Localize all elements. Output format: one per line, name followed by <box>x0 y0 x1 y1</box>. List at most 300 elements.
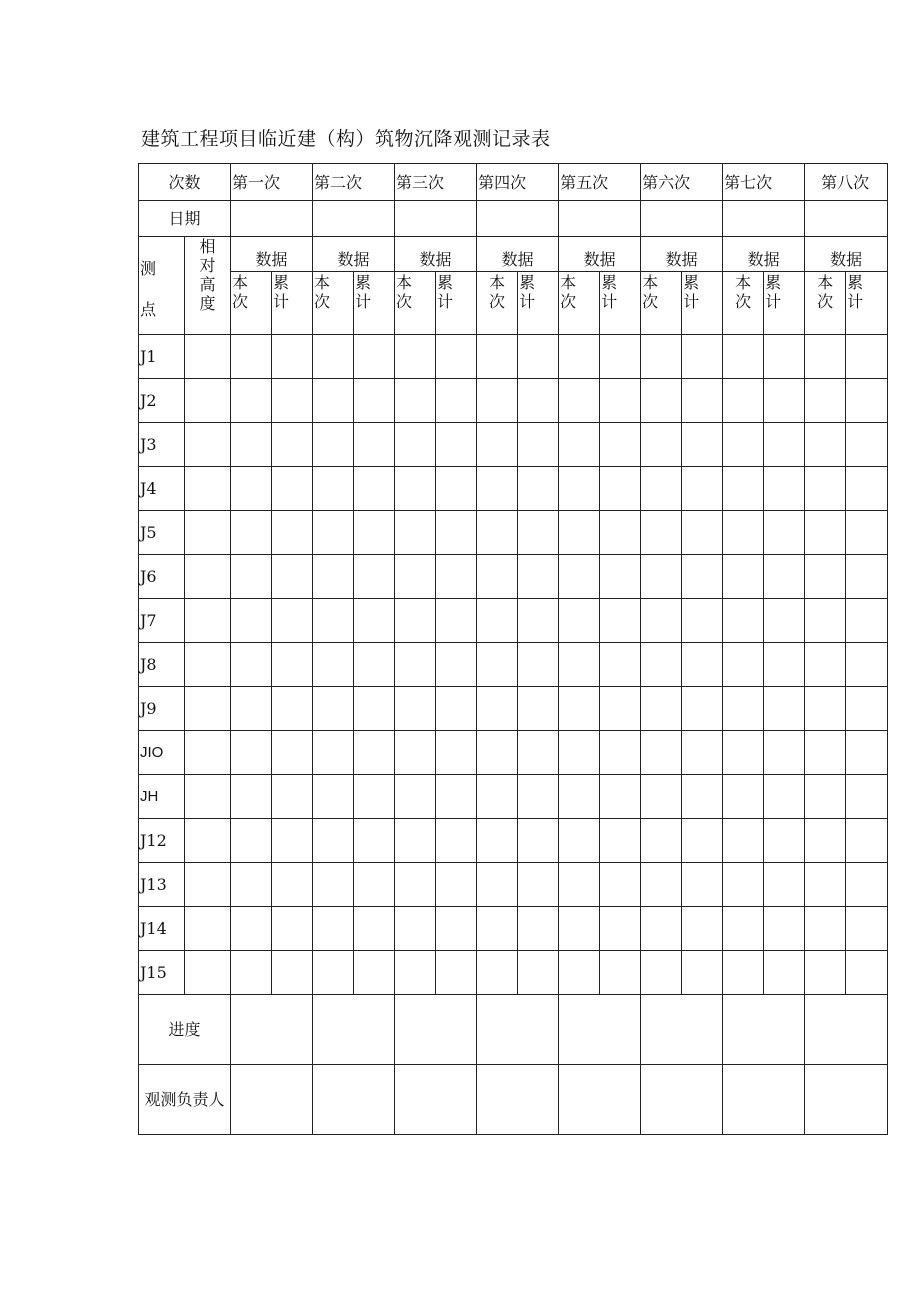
cumulative-input-cell[interactable] <box>272 731 313 775</box>
cumulative-header-cell <box>272 272 313 335</box>
this-time-input-cell[interactable] <box>231 907 272 951</box>
this-time-input-cell[interactable] <box>723 511 764 555</box>
this-time-input-cell[interactable] <box>231 643 272 687</box>
observer-input-cell[interactable] <box>559 1065 641 1135</box>
this-time-label-line: 本 <box>817 273 834 292</box>
cumulative-input-cell[interactable] <box>354 555 395 599</box>
this-time-input-cell[interactable] <box>231 555 272 599</box>
this-time-input-cell[interactable] <box>477 687 518 731</box>
this-time-input-cell[interactable] <box>313 555 354 599</box>
progress-input-cell[interactable] <box>641 995 723 1065</box>
this-time-input-cell[interactable] <box>641 775 682 819</box>
cumulative-input-cell[interactable] <box>764 335 805 379</box>
cumulative-input-cell[interactable] <box>272 599 313 643</box>
this-time-input-cell[interactable] <box>805 863 846 907</box>
cumulative-input-cell[interactable] <box>518 423 559 467</box>
cumulative-input-cell[interactable] <box>354 423 395 467</box>
this-time-input-cell[interactable] <box>231 467 272 511</box>
this-time-input-cell[interactable] <box>641 731 682 775</box>
data-header-cell: 数据 <box>723 237 805 272</box>
round-header-cell: 第七次 <box>723 164 805 201</box>
observer-input-cell[interactable] <box>641 1065 723 1135</box>
cumulative-input-cell[interactable] <box>518 511 559 555</box>
cumulative-input-cell[interactable] <box>600 775 641 819</box>
this-time-input-cell[interactable] <box>805 467 846 511</box>
this-time-input-cell[interactable] <box>477 423 518 467</box>
this-time-input-cell[interactable] <box>395 687 436 731</box>
this-time-input-cell[interactable] <box>559 555 600 599</box>
cumulative-input-cell[interactable] <box>682 511 723 555</box>
cumulative-input-cell[interactable] <box>682 819 723 863</box>
this-time-input-cell[interactable] <box>641 379 682 423</box>
this-time-input-cell[interactable] <box>805 687 846 731</box>
cumulative-input-cell[interactable] <box>846 643 888 687</box>
this-time-input-cell[interactable] <box>395 819 436 863</box>
this-time-input-cell[interactable] <box>641 951 682 995</box>
this-time-input-cell[interactable] <box>313 423 354 467</box>
this-time-input-cell[interactable] <box>395 599 436 643</box>
this-time-input-cell[interactable] <box>805 731 846 775</box>
cumulative-input-cell[interactable] <box>518 335 559 379</box>
cumulative-input-cell[interactable] <box>682 643 723 687</box>
this-time-input-cell[interactable] <box>395 643 436 687</box>
this-time-input-cell[interactable] <box>231 819 272 863</box>
observer-input-cell[interactable] <box>723 1065 805 1135</box>
progress-input-cell[interactable] <box>313 995 395 1065</box>
this-time-input-cell[interactable] <box>641 423 682 467</box>
relative-height-input-cell[interactable] <box>185 863 231 907</box>
cumulative-input-cell[interactable] <box>682 335 723 379</box>
this-time-input-cell[interactable] <box>723 467 764 511</box>
round-header-cell: 第六次 <box>641 164 723 201</box>
cumulative-input-cell[interactable] <box>846 423 888 467</box>
this-time-input-cell[interactable] <box>641 467 682 511</box>
this-time-input-cell[interactable] <box>313 599 354 643</box>
cumulative-input-cell[interactable] <box>518 863 559 907</box>
this-time-input-cell[interactable] <box>559 687 600 731</box>
cumulative-input-cell[interactable] <box>846 599 888 643</box>
date-input-cell[interactable] <box>641 201 723 237</box>
this-time-input-cell[interactable] <box>313 335 354 379</box>
this-time-input-cell[interactable] <box>641 907 682 951</box>
this-time-label-line: 次 <box>560 292 577 311</box>
this-time-input-cell[interactable] <box>395 775 436 819</box>
relative-height-input-cell[interactable] <box>185 775 231 819</box>
cumulative-input-cell[interactable] <box>764 643 805 687</box>
cumulative-input-cell[interactable] <box>600 467 641 511</box>
this-time-input-cell[interactable] <box>641 335 682 379</box>
this-time-input-cell[interactable] <box>559 775 600 819</box>
this-time-input-cell[interactable] <box>805 951 846 995</box>
cumulative-input-cell[interactable] <box>436 423 477 467</box>
cumulative-input-cell[interactable] <box>846 379 888 423</box>
cumulative-input-cell[interactable] <box>354 775 395 819</box>
cumulative-input-cell[interactable] <box>436 555 477 599</box>
this-time-input-cell[interactable] <box>805 907 846 951</box>
cumulative-input-cell[interactable] <box>846 687 888 731</box>
this-time-input-cell[interactable] <box>805 511 846 555</box>
cumulative-input-cell[interactable] <box>846 863 888 907</box>
point-header-cell <box>139 237 185 335</box>
this-time-input-cell[interactable] <box>559 335 600 379</box>
date-input-cell[interactable] <box>723 201 805 237</box>
cumulative-input-cell[interactable] <box>600 643 641 687</box>
relative-height-input-cell[interactable] <box>185 467 231 511</box>
this-time-input-cell[interactable] <box>395 951 436 995</box>
this-time-input-cell[interactable] <box>477 511 518 555</box>
cumulative-input-cell[interactable] <box>682 775 723 819</box>
this-time-input-cell[interactable] <box>641 599 682 643</box>
this-time-input-cell[interactable] <box>231 863 272 907</box>
cumulative-input-cell[interactable] <box>764 379 805 423</box>
this-time-input-cell[interactable] <box>231 423 272 467</box>
this-time-input-cell[interactable] <box>805 423 846 467</box>
cumulative-input-cell[interactable] <box>764 775 805 819</box>
this-time-input-cell[interactable] <box>477 335 518 379</box>
this-time-input-cell[interactable] <box>559 907 600 951</box>
observer-label-cell: 观测负责人 <box>139 1065 231 1135</box>
cumulative-input-cell[interactable] <box>272 819 313 863</box>
point-id-cell: J4 <box>139 467 185 511</box>
this-time-input-cell[interactable] <box>395 863 436 907</box>
this-time-input-cell[interactable] <box>231 379 272 423</box>
cumulative-input-cell[interactable] <box>436 379 477 423</box>
cumulative-input-cell[interactable] <box>518 599 559 643</box>
cumulative-input-cell[interactable] <box>682 423 723 467</box>
cumulative-input-cell[interactable] <box>436 819 477 863</box>
cumulative-input-cell[interactable] <box>354 379 395 423</box>
this-time-input-cell[interactable] <box>641 643 682 687</box>
this-time-input-cell[interactable] <box>641 511 682 555</box>
cumulative-input-cell[interactable] <box>272 643 313 687</box>
this-time-input-cell[interactable] <box>559 423 600 467</box>
this-time-input-cell[interactable] <box>313 819 354 863</box>
date-input-cell[interactable] <box>313 201 395 237</box>
cumulative-label-line: 计 <box>683 292 700 311</box>
date-input-cell[interactable] <box>559 201 641 237</box>
this-time-label-line: 次 <box>817 292 834 311</box>
this-time-input-cell[interactable] <box>313 907 354 951</box>
this-time-input-cell[interactable] <box>477 643 518 687</box>
cumulative-input-cell[interactable] <box>272 423 313 467</box>
relative-height-input-cell[interactable] <box>185 819 231 863</box>
cumulative-input-cell[interactable] <box>354 863 395 907</box>
cumulative-input-cell[interactable] <box>846 819 888 863</box>
cumulative-input-cell[interactable] <box>518 687 559 731</box>
this-time-input-cell[interactable] <box>559 599 600 643</box>
this-time-input-cell[interactable] <box>559 643 600 687</box>
relative-height-input-cell[interactable] <box>185 951 231 995</box>
cumulative-input-cell[interactable] <box>764 819 805 863</box>
this-time-input-cell[interactable] <box>723 423 764 467</box>
cumulative-input-cell[interactable] <box>764 731 805 775</box>
cumulative-input-cell[interactable] <box>600 819 641 863</box>
cumulative-input-cell[interactable] <box>272 687 313 731</box>
this-time-input-cell[interactable] <box>231 951 272 995</box>
this-time-input-cell[interactable] <box>477 379 518 423</box>
relative-height-header-cell <box>185 237 231 335</box>
relative-height-input-cell[interactable] <box>185 643 231 687</box>
cumulative-input-cell[interactable] <box>600 423 641 467</box>
cumulative-input-cell[interactable] <box>600 335 641 379</box>
cumulative-input-cell[interactable] <box>436 467 477 511</box>
this-time-input-cell[interactable] <box>313 467 354 511</box>
relative-height-input-cell[interactable] <box>185 907 231 951</box>
relative-height-input-cell[interactable] <box>185 599 231 643</box>
cumulative-input-cell[interactable] <box>764 863 805 907</box>
this-time-input-cell[interactable] <box>723 599 764 643</box>
this-time-input-cell[interactable] <box>313 643 354 687</box>
cumulative-input-cell[interactable] <box>682 731 723 775</box>
cumulative-input-cell[interactable] <box>436 335 477 379</box>
this-time-input-cell[interactable] <box>231 731 272 775</box>
cumulative-input-cell[interactable] <box>846 335 888 379</box>
cumulative-label-line: 累 <box>519 273 536 292</box>
progress-input-cell[interactable] <box>477 995 559 1065</box>
observer-input-cell[interactable] <box>805 1065 888 1135</box>
cumulative-input-cell[interactable] <box>436 907 477 951</box>
relative-height-input-cell[interactable] <box>185 731 231 775</box>
this-time-input-cell[interactable] <box>313 775 354 819</box>
this-time-input-cell[interactable] <box>805 643 846 687</box>
cumulative-input-cell[interactable] <box>272 467 313 511</box>
this-time-input-cell[interactable] <box>723 687 764 731</box>
cumulative-input-cell[interactable] <box>518 379 559 423</box>
this-time-input-cell[interactable] <box>559 863 600 907</box>
this-time-input-cell[interactable] <box>641 863 682 907</box>
cumulative-input-cell[interactable] <box>272 335 313 379</box>
this-time-input-cell[interactable] <box>231 335 272 379</box>
cumulative-input-cell[interactable] <box>600 951 641 995</box>
cumulative-input-cell[interactable] <box>436 951 477 995</box>
cumulative-input-cell[interactable] <box>600 379 641 423</box>
cumulative-input-cell[interactable] <box>272 951 313 995</box>
this-time-input-cell[interactable] <box>805 775 846 819</box>
this-time-input-cell[interactable] <box>723 863 764 907</box>
this-time-input-cell[interactable] <box>395 379 436 423</box>
observer-input-cell[interactable] <box>395 1065 477 1135</box>
this-time-input-cell[interactable] <box>559 819 600 863</box>
cumulative-input-cell[interactable] <box>518 819 559 863</box>
cumulative-input-cell[interactable] <box>764 511 805 555</box>
data-header-cell: 数据 <box>559 237 641 272</box>
cumulative-input-cell[interactable] <box>436 863 477 907</box>
this-time-input-cell[interactable] <box>723 907 764 951</box>
this-time-input-cell[interactable] <box>477 555 518 599</box>
this-time-input-cell[interactable] <box>805 379 846 423</box>
point-id-cell: J6 <box>139 555 185 599</box>
cumulative-input-cell[interactable] <box>272 863 313 907</box>
this-time-input-cell[interactable] <box>723 731 764 775</box>
this-time-input-cell[interactable] <box>313 511 354 555</box>
this-time-input-cell[interactable] <box>395 907 436 951</box>
this-time-input-cell[interactable] <box>723 819 764 863</box>
cumulative-input-cell[interactable] <box>600 863 641 907</box>
cumulative-input-cell[interactable] <box>354 731 395 775</box>
this-time-input-cell[interactable] <box>477 819 518 863</box>
cumulative-input-cell[interactable] <box>272 555 313 599</box>
cumulative-input-cell[interactable] <box>354 907 395 951</box>
data-header-cell: 数据 <box>805 237 888 272</box>
this-time-input-cell[interactable] <box>805 335 846 379</box>
observer-input-cell[interactable] <box>313 1065 395 1135</box>
relative-height-input-cell[interactable] <box>185 335 231 379</box>
cumulative-input-cell[interactable] <box>600 555 641 599</box>
cumulative-input-cell[interactable] <box>354 467 395 511</box>
this-time-input-cell[interactable] <box>559 379 600 423</box>
cumulative-input-cell[interactable] <box>436 731 477 775</box>
this-time-input-cell[interactable] <box>805 599 846 643</box>
this-time-input-cell[interactable] <box>313 379 354 423</box>
this-time-input-cell[interactable] <box>641 555 682 599</box>
cumulative-input-cell[interactable] <box>846 555 888 599</box>
this-time-input-cell[interactable] <box>477 731 518 775</box>
cumulative-input-cell[interactable] <box>518 951 559 995</box>
observer-input-cell[interactable] <box>477 1065 559 1135</box>
this-time-input-cell[interactable] <box>395 731 436 775</box>
this-time-input-cell[interactable] <box>477 599 518 643</box>
this-time-input-cell[interactable] <box>477 863 518 907</box>
relative-height-input-cell[interactable] <box>185 379 231 423</box>
cumulative-input-cell[interactable] <box>846 511 888 555</box>
this-time-input-cell[interactable] <box>477 951 518 995</box>
this-time-input-cell[interactable] <box>805 555 846 599</box>
this-time-input-cell[interactable] <box>723 379 764 423</box>
this-time-input-cell[interactable] <box>559 511 600 555</box>
cumulative-input-cell[interactable] <box>600 907 641 951</box>
cumulative-input-cell[interactable] <box>272 775 313 819</box>
cumulative-input-cell[interactable] <box>354 335 395 379</box>
cumulative-header-cell <box>436 272 477 335</box>
this-time-input-cell[interactable] <box>395 467 436 511</box>
cumulative-input-cell[interactable] <box>764 951 805 995</box>
cumulative-input-cell[interactable] <box>354 819 395 863</box>
observer-input-cell[interactable] <box>231 1065 313 1135</box>
relative-height-input-cell[interactable] <box>185 687 231 731</box>
cumulative-input-cell[interactable] <box>600 599 641 643</box>
this-time-input-cell[interactable] <box>477 467 518 511</box>
relative-height-input-cell[interactable] <box>185 555 231 599</box>
progress-input-cell[interactable] <box>231 995 313 1065</box>
this-time-input-cell[interactable] <box>641 819 682 863</box>
this-time-input-cell[interactable] <box>723 335 764 379</box>
cumulative-input-cell[interactable] <box>600 687 641 731</box>
cumulative-input-cell[interactable] <box>846 907 888 951</box>
cumulative-input-cell[interactable] <box>600 731 641 775</box>
date-input-cell[interactable] <box>395 201 477 237</box>
cumulative-input-cell[interactable] <box>682 467 723 511</box>
cumulative-input-cell[interactable] <box>354 643 395 687</box>
this-time-input-cell[interactable] <box>723 555 764 599</box>
cumulative-input-cell[interactable] <box>272 379 313 423</box>
this-time-input-cell[interactable] <box>559 467 600 511</box>
date-input-cell[interactable] <box>231 201 313 237</box>
date-input-cell[interactable] <box>477 201 559 237</box>
cumulative-input-cell[interactable] <box>518 467 559 511</box>
cumulative-input-cell[interactable] <box>846 467 888 511</box>
cumulative-input-cell[interactable] <box>518 555 559 599</box>
cumulative-input-cell[interactable] <box>518 907 559 951</box>
progress-input-cell[interactable] <box>723 995 805 1065</box>
cumulative-input-cell[interactable] <box>846 951 888 995</box>
cumulative-input-cell[interactable] <box>764 467 805 511</box>
this-time-input-cell[interactable] <box>477 907 518 951</box>
cumulative-input-cell[interactable] <box>436 775 477 819</box>
this-time-input-cell[interactable] <box>723 951 764 995</box>
this-time-input-cell[interactable] <box>313 731 354 775</box>
cumulative-input-cell[interactable] <box>682 687 723 731</box>
this-time-input-cell[interactable] <box>231 775 272 819</box>
cumulative-input-cell[interactable] <box>436 687 477 731</box>
cumulative-input-cell[interactable] <box>764 555 805 599</box>
relative-height-input-cell[interactable] <box>185 511 231 555</box>
cumulative-input-cell[interactable] <box>436 643 477 687</box>
this-time-label-line: 本 <box>642 273 659 292</box>
cumulative-input-cell[interactable] <box>682 555 723 599</box>
cumulative-input-cell[interactable] <box>436 599 477 643</box>
this-time-input-cell[interactable] <box>231 687 272 731</box>
cumulative-input-cell[interactable] <box>518 731 559 775</box>
cumulative-input-cell[interactable] <box>682 951 723 995</box>
date-input-cell[interactable] <box>805 201 888 237</box>
cumulative-input-cell[interactable] <box>846 731 888 775</box>
cumulative-input-cell[interactable] <box>764 423 805 467</box>
cumulative-input-cell[interactable] <box>682 599 723 643</box>
this-time-input-cell[interactable] <box>313 951 354 995</box>
cumulative-input-cell[interactable] <box>846 775 888 819</box>
cumulative-input-cell[interactable] <box>682 379 723 423</box>
this-time-input-cell[interactable] <box>395 335 436 379</box>
this-time-input-cell[interactable] <box>641 687 682 731</box>
this-time-input-cell[interactable] <box>313 687 354 731</box>
cumulative-input-cell[interactable] <box>518 643 559 687</box>
cumulative-input-cell[interactable] <box>272 907 313 951</box>
table-row <box>139 599 888 643</box>
progress-input-cell[interactable] <box>559 995 641 1065</box>
round-header-cell: 第二次 <box>313 164 395 201</box>
this-time-input-cell[interactable] <box>395 555 436 599</box>
progress-input-cell[interactable] <box>395 995 477 1065</box>
cumulative-input-cell[interactable] <box>764 599 805 643</box>
cumulative-input-cell[interactable] <box>682 863 723 907</box>
cumulative-input-cell[interactable] <box>682 907 723 951</box>
cumulative-input-cell[interactable] <box>354 951 395 995</box>
this-time-input-cell[interactable] <box>313 863 354 907</box>
cumulative-input-cell[interactable] <box>436 511 477 555</box>
this-time-input-cell[interactable] <box>395 423 436 467</box>
this-time-input-cell[interactable] <box>231 599 272 643</box>
cumulative-input-cell[interactable] <box>354 599 395 643</box>
this-time-input-cell[interactable] <box>477 775 518 819</box>
this-time-input-cell[interactable] <box>723 643 764 687</box>
this-time-input-cell[interactable] <box>723 775 764 819</box>
cumulative-input-cell[interactable] <box>272 511 313 555</box>
this-time-input-cell[interactable] <box>559 951 600 995</box>
this-time-input-cell[interactable] <box>559 731 600 775</box>
cumulative-input-cell[interactable] <box>764 687 805 731</box>
cumulative-input-cell[interactable] <box>354 511 395 555</box>
cumulative-input-cell[interactable] <box>518 775 559 819</box>
cumulative-input-cell[interactable] <box>354 687 395 731</box>
this-time-label-line: 次 <box>642 292 659 311</box>
this-time-input-cell[interactable] <box>805 819 846 863</box>
this-time-input-cell[interactable] <box>395 511 436 555</box>
cumulative-input-cell[interactable] <box>764 907 805 951</box>
this-time-input-cell[interactable] <box>231 511 272 555</box>
relative-height-input-cell[interactable] <box>185 423 231 467</box>
progress-input-cell[interactable] <box>805 995 888 1065</box>
cumulative-input-cell[interactable] <box>600 511 641 555</box>
